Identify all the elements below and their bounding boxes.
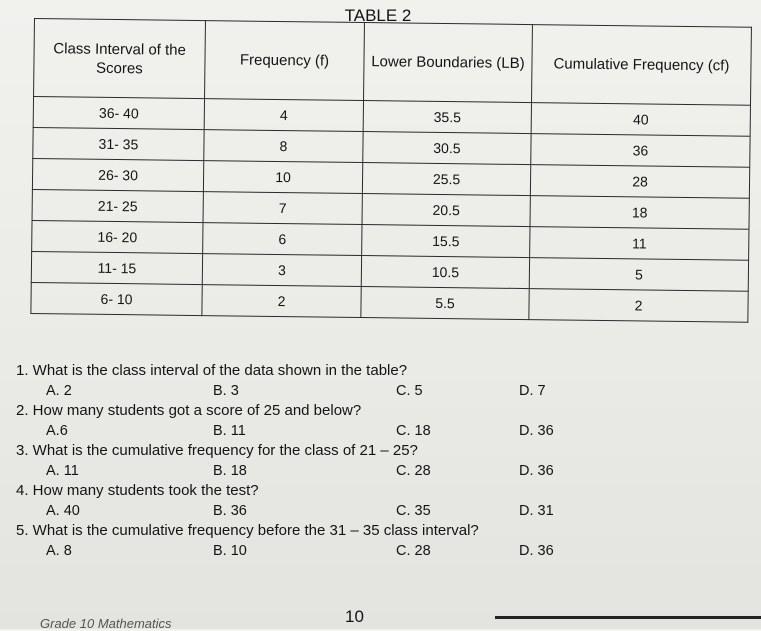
cell-frequency: 7: [203, 192, 362, 225]
answer-options: [16, 462, 616, 480]
cell-interval: 36- 40: [33, 97, 204, 130]
cell-frequency: 10: [203, 161, 362, 194]
cell-cumulative-frequency: 36: [531, 134, 750, 168]
answer-options: [16, 382, 616, 400]
cell-cumulative-frequency: 2: [529, 289, 748, 323]
option-b[interactable]: B. 36: [213, 503, 247, 519]
cell-cumulative-frequency: 28: [530, 165, 749, 199]
option-d[interactable]: D. 36: [519, 423, 554, 439]
frequency-table: [30, 18, 752, 323]
question-list: [16, 360, 616, 560]
option-a[interactable]: A. 40: [46, 503, 80, 519]
option-a[interactable]: A. 8: [46, 543, 72, 559]
answer-options: [16, 502, 616, 520]
cell-lower-boundary: 35.5: [363, 101, 531, 134]
option-c[interactable]: C. 5: [396, 383, 423, 399]
cell-lower-boundary: 5.5: [361, 287, 529, 320]
cell-frequency: 6: [203, 223, 362, 256]
cell-interval: 11- 15: [31, 251, 202, 284]
option-b[interactable]: B. 3: [213, 383, 239, 399]
option-d[interactable]: D. 36: [519, 463, 554, 479]
option-c[interactable]: C. 28: [396, 543, 431, 559]
answer-options: [16, 422, 616, 440]
header-frequency: Frequency (f): [205, 21, 365, 101]
option-c[interactable]: C. 18: [396, 423, 431, 439]
header-class-interval: Class Interval of the Scores: [34, 19, 206, 99]
header-lower-boundaries: Lower Boundaries (LB): [364, 23, 533, 103]
option-d[interactable]: D. 36: [519, 543, 554, 559]
cell-interval: 6- 10: [31, 282, 202, 315]
question-text: 3. What is the cumulative frequency for the class of 21 – 25?: [16, 442, 418, 459]
cell-frequency: 3: [202, 254, 361, 287]
option-b[interactable]: B. 18: [213, 463, 247, 479]
cell-lower-boundary: 10.5: [361, 256, 529, 289]
question-text: 4. How many students took the test?: [16, 482, 259, 499]
question-text: 2. How many students got a score of 25 and below?: [16, 402, 362, 419]
answer-options: [16, 542, 616, 560]
question-text: 5. What is the cumulative frequency before the 31 – 35 class interval?: [16, 522, 479, 539]
cell-frequency: 2: [202, 285, 361, 318]
option-b[interactable]: B. 10: [213, 543, 247, 559]
option-a[interactable]: A. 2: [46, 383, 72, 399]
option-b[interactable]: B. 11: [213, 423, 246, 439]
question-text: 1. What is the class interval of the data shown in the table?: [16, 362, 408, 379]
option-d[interactable]: D. 7: [519, 383, 546, 399]
cell-frequency: 4: [204, 99, 363, 132]
cell-interval: 16- 20: [32, 220, 203, 253]
cell-interval: 21- 25: [32, 189, 203, 222]
cell-lower-boundary: 25.5: [362, 163, 530, 196]
cell-lower-boundary: 30.5: [363, 132, 531, 165]
table-title: TABLE 2: [344, 6, 412, 25]
footer-rule: [495, 616, 761, 619]
option-c[interactable]: C. 35: [396, 503, 431, 519]
cell-frequency: 8: [204, 130, 363, 163]
cell-interval: 26- 30: [32, 158, 203, 191]
cell-lower-boundary: 20.5: [362, 194, 530, 227]
option-a[interactable]: A.6: [46, 423, 68, 439]
option-a[interactable]: A. 11: [46, 463, 79, 479]
page-number: 10: [345, 607, 364, 626]
cell-cumulative-frequency: 5: [529, 258, 748, 292]
cell-cumulative-frequency: 11: [530, 227, 749, 261]
header-cumulative-frequency: Cumulative Frequency (cf): [532, 25, 752, 106]
cell-interval: 31- 35: [33, 127, 204, 160]
option-c[interactable]: C. 28: [396, 463, 431, 479]
cell-lower-boundary: 15.5: [362, 225, 530, 258]
footer-text: Grade 10 Mathematics: [40, 616, 172, 631]
cell-cumulative-frequency: 18: [530, 196, 749, 230]
table-header-row: [34, 19, 752, 106]
cell-cumulative-frequency: 40: [531, 103, 750, 137]
option-d[interactable]: D. 31: [519, 503, 554, 519]
